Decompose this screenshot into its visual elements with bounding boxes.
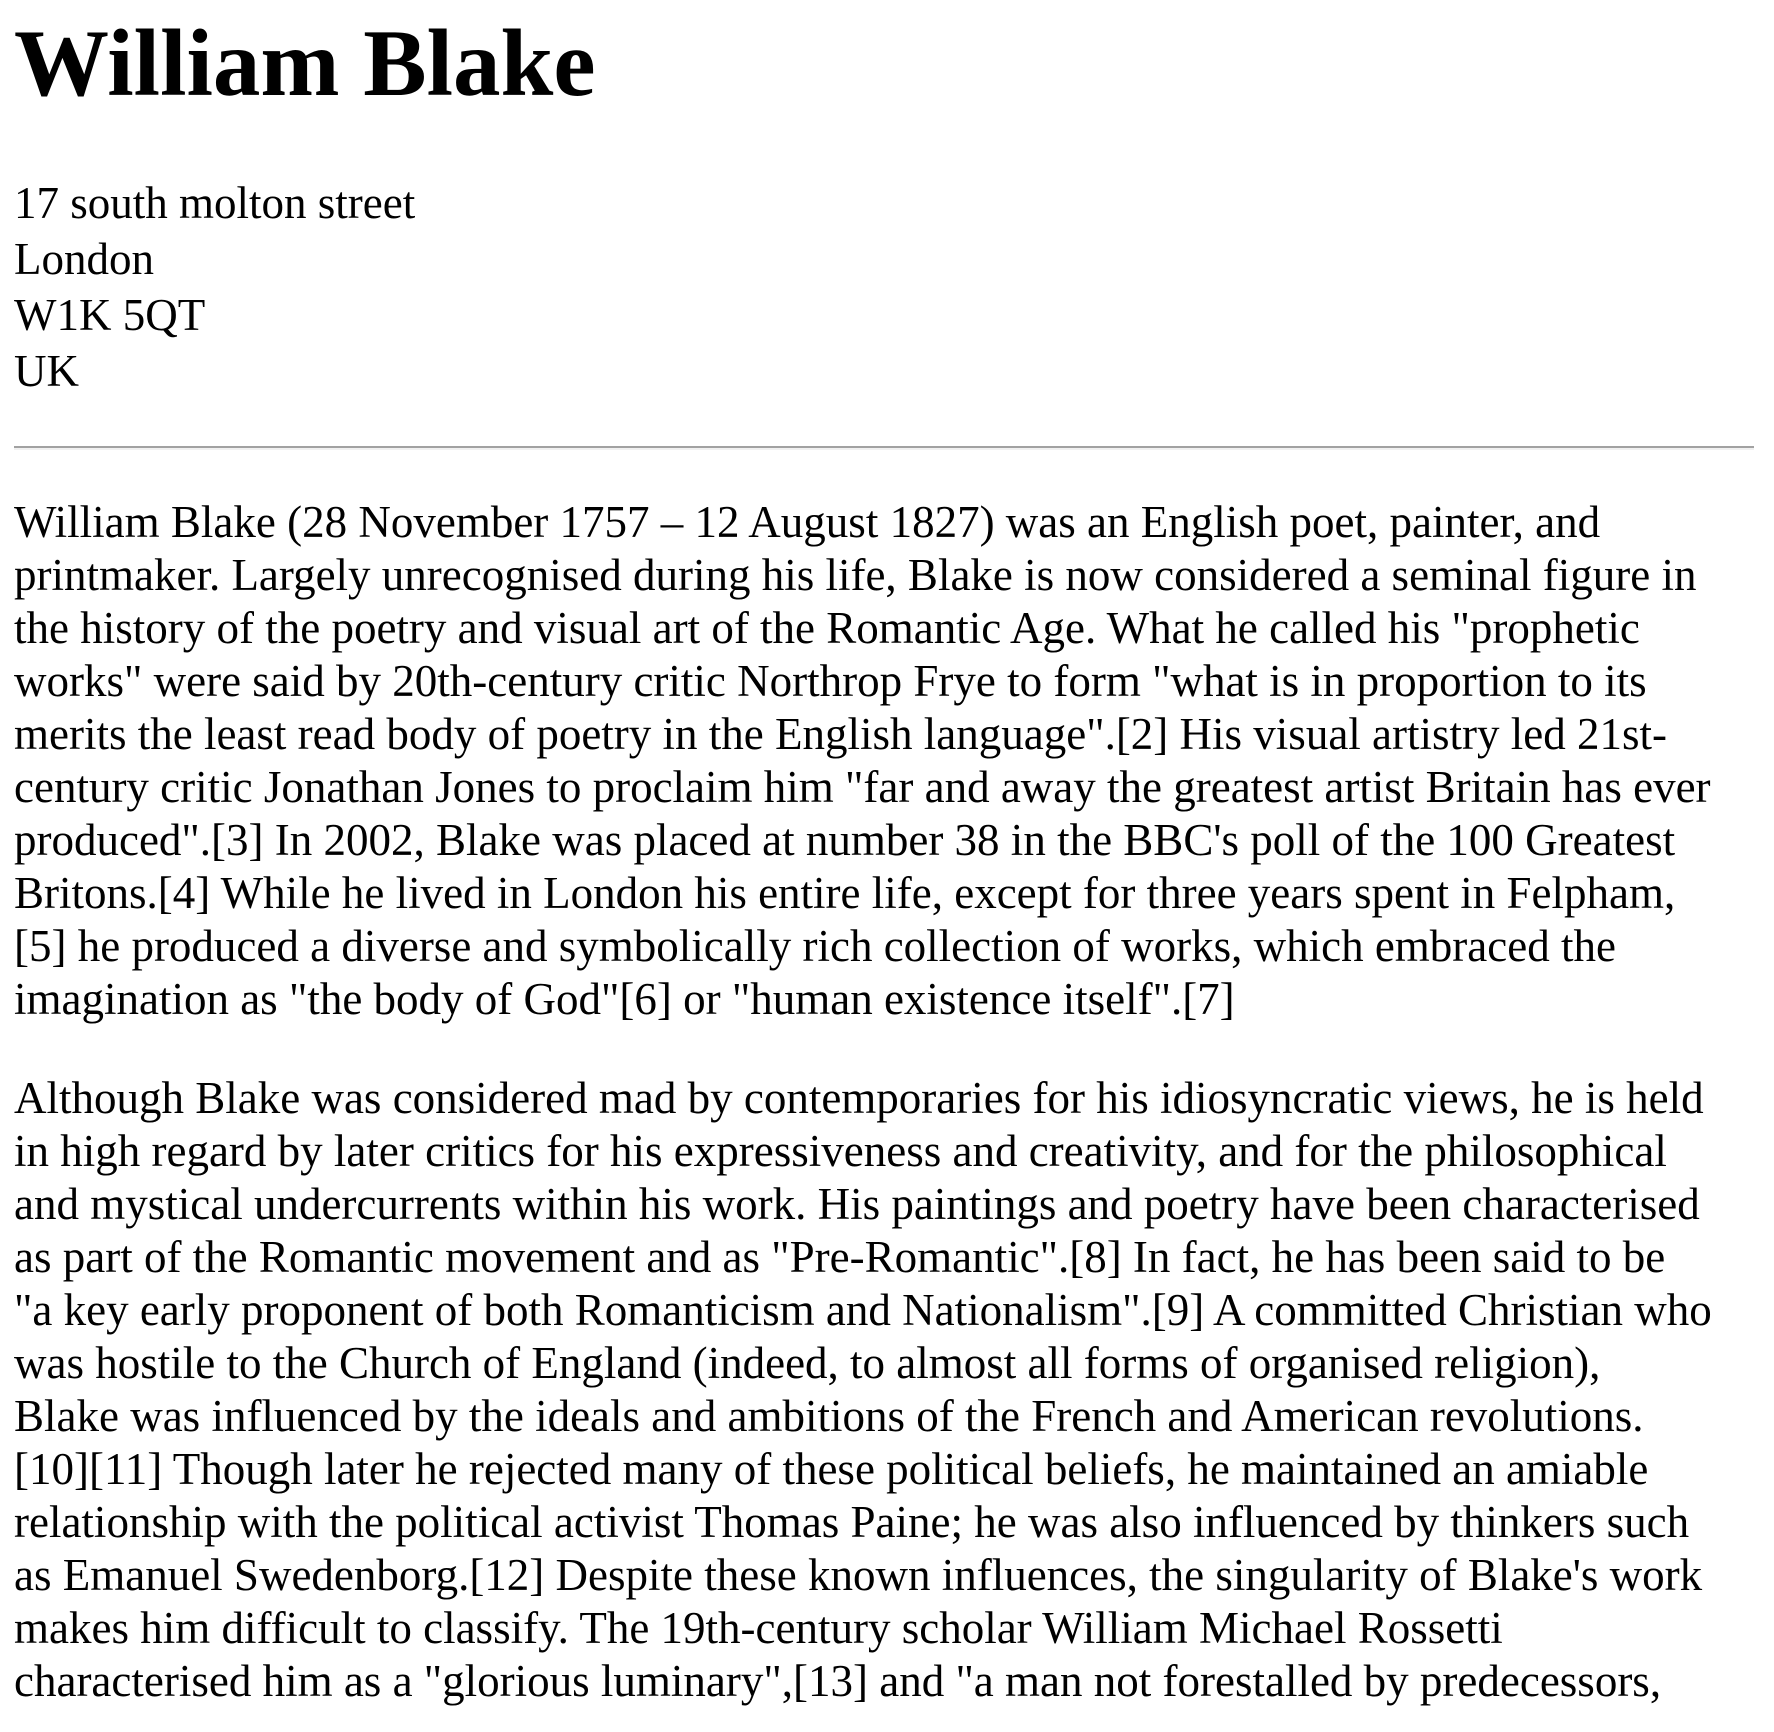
text-line: relationship with the political activist Thomas Paine; he was also influenced by thinkers such xyxy=(14,1497,1690,1547)
text-line: merits the least read body of poetry in the English language".[2] His visual artistry led 21st- xyxy=(14,709,1667,759)
text-line: Although Blake was considered mad by contemporaries for his idiosyncratic views, he is held xyxy=(14,1073,1704,1123)
text-line: printmaker. Largely unrecognised during his life, Blake is now considered a seminal figure in xyxy=(14,550,1697,600)
text-line: in high regard by later critics for his expressiveness and creativity, and for the philosophical xyxy=(14,1126,1667,1176)
text-line: Britons.[4] While he lived in London his entire life, except for three years spent in Felpham, xyxy=(14,868,1676,918)
intro-paragraph-1 xyxy=(14,496,1760,1026)
text-line: William Blake (28 November 1757 – 12 August 1827) was an English poet, painter, and xyxy=(14,497,1601,547)
page-title: William Blake xyxy=(14,10,596,116)
text-line: the history of the poetry and visual art of the Romantic Age. What he called his "prophetic xyxy=(14,603,1640,653)
text-line: characterised him as a "glorious luminary",[13] and "a man not forestalled by predecessors, xyxy=(14,1656,1662,1706)
text-line: was hostile to the Church of England (indeed, to almost all forms of organised religion), xyxy=(14,1338,1601,1388)
text-line: makes him difficult to classify. The 19th-century scholar William Michael Rossetti xyxy=(14,1603,1503,1653)
text-line: century critic Jonathan Jones to proclaim him "far and away the greatest artist Britain has ever xyxy=(14,762,1711,812)
text-line: produced".[3] In 2002, Blake was placed at number 38 in the BBC's poll of the 100 Greatest xyxy=(14,815,1676,865)
text-line: "a key early proponent of both Romanticism and Nationalism".[9] A committed Christian who xyxy=(14,1285,1712,1335)
address-line-street: 17 south molton street xyxy=(14,178,416,228)
text-line: [10][11] Though later he rejected many of these political beliefs, he maintained an amiable xyxy=(14,1444,1649,1494)
text-line: Blake was influenced by the ideals and ambitions of the French and American revolutions. xyxy=(14,1391,1644,1441)
address-line-postcode: W1K 5QT xyxy=(14,290,206,340)
text-line: works" were said by 20th-century critic Northrop Frye to form "what is in proportion to its xyxy=(14,656,1647,706)
text-line: and mystical undercurrents within his work. His paintings and poetry have been characterised xyxy=(14,1179,1700,1229)
address-block xyxy=(14,175,1760,399)
text-line: [5] he produced a diverse and symbolically rich collection of works, which embraced the xyxy=(14,921,1616,971)
divider xyxy=(14,446,1754,450)
text-line: as Emanuel Swedenborg.[12] Despite these known influences, the singularity of Blake's work xyxy=(14,1550,1703,1600)
address-line-country: UK xyxy=(14,346,79,396)
text-line: imagination as "the body of God"[6] or "human existence itself".[7] xyxy=(14,974,1235,1024)
address-line-city: London xyxy=(14,234,154,284)
intro-paragraph-2 xyxy=(14,1072,1760,1708)
text-line: as part of the Romantic movement and as "Pre-Romantic".[8] In fact, he has been said to be xyxy=(14,1232,1666,1282)
